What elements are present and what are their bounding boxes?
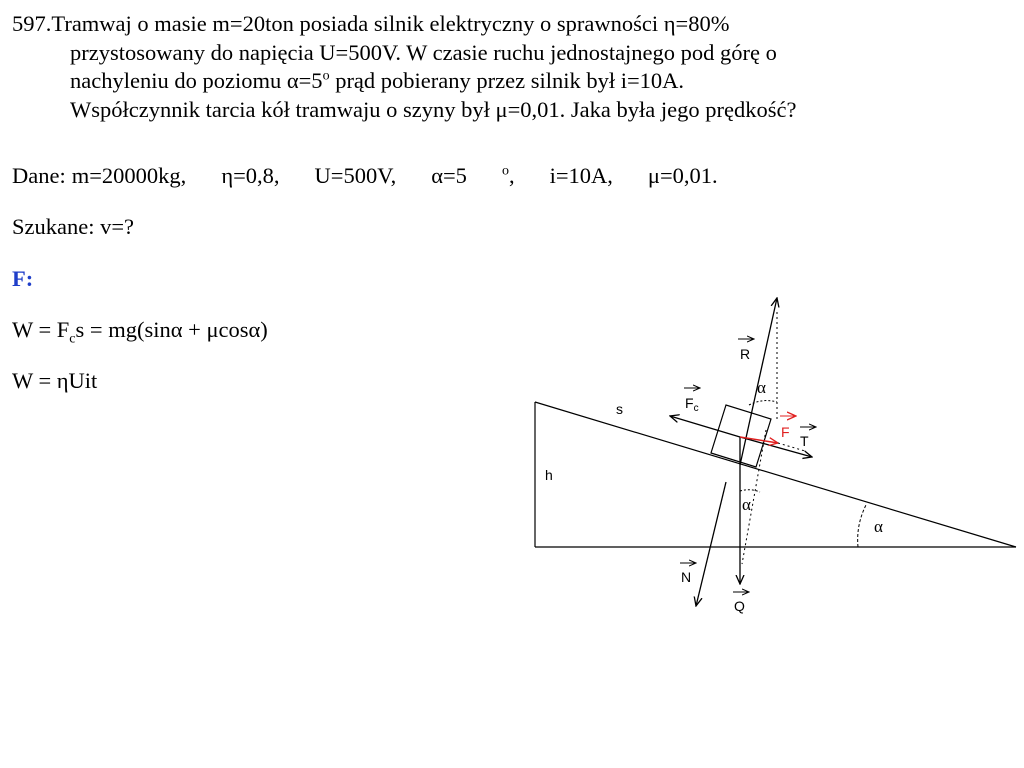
- eq1-part-b: s = mg(sinα + μcosα): [75, 317, 268, 342]
- problem-line-3-text: nachyleniu do poziomu α=5: [70, 68, 323, 93]
- given-i: i=10A,: [549, 163, 613, 188]
- problem-line-2: przystosowany do napięcia U=500V. W czasie ruchu jednostajnego pod górę o: [70, 39, 777, 65]
- label-R: R: [740, 346, 751, 362]
- label-s: s: [616, 401, 623, 417]
- given-alpha-degree: o: [501, 163, 509, 179]
- problem-line-1: 597.Tramwaj o masie m=20ton posiada silnik elektryczny o sprawności η=80%: [12, 11, 730, 36]
- label-h: h: [545, 467, 553, 483]
- label-alpha-mid: α: [742, 495, 751, 514]
- normal-vector-N: [696, 482, 726, 606]
- base-angle-arc: [858, 505, 866, 547]
- label-N: N: [681, 569, 692, 585]
- given-label: Dane:: [12, 163, 66, 188]
- degree-sup: o: [322, 68, 330, 84]
- given-eta: η=0,8,: [221, 163, 280, 188]
- problem-line-3-rest: prąd pobierany przez silnik był i=10A.: [329, 68, 685, 93]
- given-U: U=500V,: [314, 163, 397, 188]
- label-T: T: [800, 433, 809, 449]
- mid-angle-arc: [740, 490, 760, 492]
- equation-work-electric: W = ηUit: [12, 368, 98, 393]
- eq1-part-a: W = F: [12, 317, 70, 342]
- label-alpha-base: α: [874, 517, 883, 536]
- section-label: F:: [12, 266, 34, 291]
- eq1-sub: c: [69, 331, 76, 347]
- friction-vector-Fc: [670, 416, 740, 437]
- label-Q: Q: [734, 598, 745, 614]
- given-mu: μ=0,01.: [647, 163, 718, 188]
- given-alpha-value: α=5: [431, 163, 467, 188]
- given-m: m=20000kg,: [71, 163, 187, 188]
- label-F: F: [781, 424, 790, 440]
- problem-line-4: Współczynnik tarcia kół tramwaju o szyny był μ=0,01. Jaka była jego prędkość?: [70, 96, 797, 122]
- given-alpha-comma: ,: [508, 163, 515, 188]
- sought-value: Szukane: v=?: [12, 214, 135, 239]
- incline-triangle: [535, 402, 1016, 547]
- label-Fc: $F_c$: [685, 395, 699, 414]
- label-alpha-top: α: [757, 378, 766, 397]
